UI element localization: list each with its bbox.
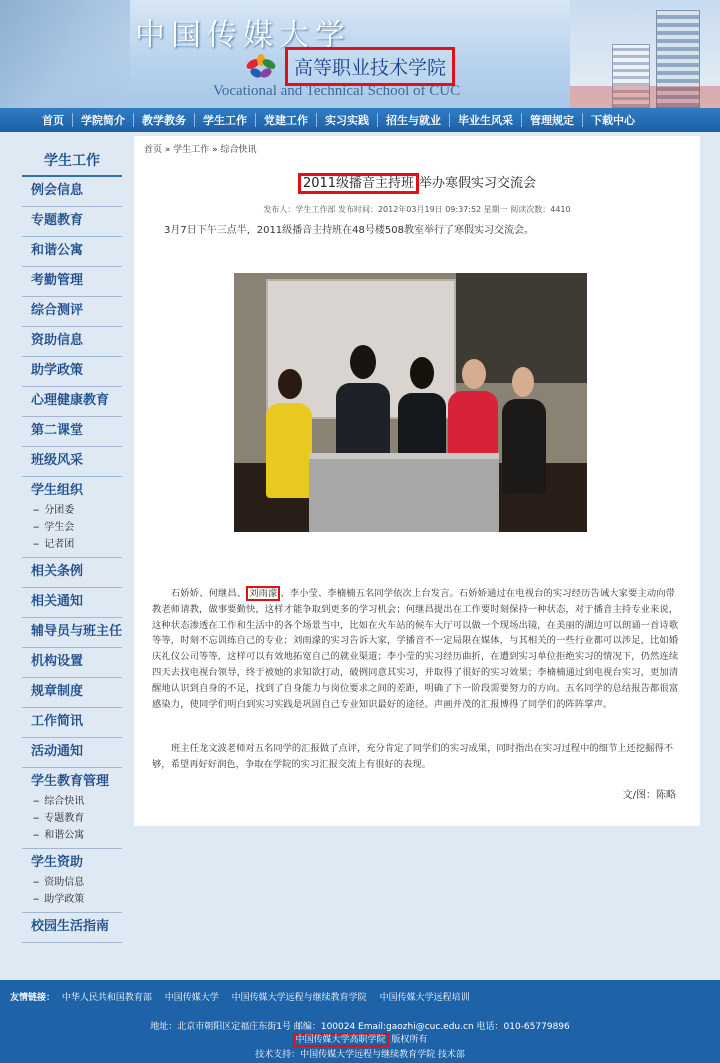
sidebar-item-second-classroom[interactable]: 第二课堂	[22, 417, 122, 447]
photo-person	[502, 399, 546, 494]
article-signoff: 文/图：陈略	[622, 790, 676, 801]
sidebar-item-regulations[interactable]: 相关条例	[22, 558, 122, 588]
sidebar-subitem[interactable]	[31, 891, 122, 908]
sidebar-subitem[interactable]	[31, 793, 122, 810]
sidebar-item-evaluation[interactable]: 综合测评	[22, 297, 122, 327]
sidebar-item-topic-education[interactable]: 专题教育	[22, 207, 122, 237]
sidebar-item-dormitory[interactable]: 和谐公寓	[22, 237, 122, 267]
sidebar-group-management	[22, 768, 122, 849]
nav-teaching[interactable]: 教学教务	[142, 114, 186, 127]
university-logo-text[interactable]: 中国传媒大学	[135, 18, 351, 53]
nav-admission[interactable]: 招生与就业	[386, 114, 441, 127]
sidebar-subitem[interactable]	[31, 519, 122, 536]
sidebar-item-class-style[interactable]: 班级风采	[22, 447, 122, 477]
sidebar-item-briefs[interactable]: 工作简讯	[22, 708, 122, 738]
article-title	[134, 172, 700, 191]
photo-lectern	[309, 453, 499, 532]
copyright-owner: 中国传媒大学高职学院	[293, 1033, 389, 1047]
sidebar-group-organizations	[22, 477, 122, 558]
dash: --	[33, 830, 39, 841]
article-meta: 发布人：学生工作部 发布时间：2012年03月19日 09:37:52 星期一 阅读次数：4410	[263, 205, 571, 214]
dash: --	[33, 522, 39, 533]
dash: --	[33, 505, 39, 516]
photo-person-head	[410, 357, 434, 389]
dash: --	[33, 877, 39, 888]
dash: --	[33, 539, 39, 550]
friend-links	[10, 990, 480, 1003]
college-name: 高等职业技术学院	[285, 47, 455, 86]
sidebar-item-attendance[interactable]: 考勤管理	[22, 267, 122, 297]
college-english-name: Vocational and Technical School of CUC	[213, 83, 461, 99]
sidebar-item-notices[interactable]: 相关通知	[22, 588, 122, 618]
sidebar-item-rules[interactable]: 规章制度	[22, 678, 122, 708]
site-header	[0, 0, 720, 108]
sidebar-item-aid-policy[interactable]: 助学政策	[22, 357, 122, 387]
nav-alumni[interactable]: 毕业生风采	[458, 114, 513, 127]
sidebar-item-aid-info[interactable]: 资助信息	[22, 327, 122, 357]
subitem-label: 综合快讯	[44, 796, 85, 807]
sidebar-group-title[interactable]: 学生教育管理	[31, 774, 110, 789]
photo-person-head	[278, 369, 302, 399]
sidebar-subitem[interactable]	[31, 827, 122, 844]
footer-address: 地址：北京市朝阳区定福庄东街1号 邮编：100024 Email:gaozhi@cuc.edu.cn 电话：010-65779896	[150, 1022, 570, 1032]
sidebar-item-meetings[interactable]: 例会信息	[22, 177, 122, 207]
header-decoration	[0, 0, 130, 108]
college-emblem-icon	[244, 54, 278, 80]
friend-link[interactable]: 中国传媒大学远程与继续教育学院	[231, 993, 367, 1003]
nav-about[interactable]: 学院简介	[81, 114, 125, 127]
nav-regulations[interactable]: 管理规定	[530, 114, 574, 127]
subitem-label: 分团委	[44, 505, 75, 516]
photo-person-head	[350, 345, 376, 379]
subitem-label: 助学政策	[44, 894, 85, 905]
sidebar-subitem[interactable]	[31, 810, 122, 827]
building-roof	[570, 86, 720, 108]
sidebar-subitem[interactable]	[31, 536, 122, 553]
photo-person-head	[512, 367, 534, 397]
sidebar-item-campus-guide[interactable]: 校园生活指南	[22, 913, 122, 943]
sidebar-item-organization[interactable]: 机构设置	[22, 648, 122, 678]
campus-building-image	[570, 0, 720, 108]
article-photo	[234, 273, 587, 532]
sidebar-item-mental-health[interactable]: 心理健康教育	[22, 387, 122, 417]
subitem-label: 学生会	[44, 522, 75, 533]
photo-person-head	[462, 359, 486, 389]
article-title-rest: 举办寒假实习交流会	[419, 176, 537, 191]
breadcrumb[interactable]: 首页 » 学生工作 » 综合快讯	[144, 145, 257, 155]
friend-link[interactable]: 中华人民共和国教育部	[61, 993, 152, 1003]
article-title-highlight: 2011级播音主持班	[298, 173, 419, 194]
subitem-label: 和谐公寓	[44, 830, 85, 841]
site-footer	[0, 980, 720, 1063]
article-paragraph	[152, 586, 682, 712]
highlighted-name: 刘雨濛	[246, 586, 280, 601]
dash: --	[33, 894, 39, 905]
article-paragraph: 3月7日下午三点半，2011级播音主持班在48号楼508教室举行了寒假实习交流会。	[164, 225, 534, 236]
sidebar-title: 学生工作	[22, 145, 122, 177]
friend-links-label: 友情链接：	[10, 993, 56, 1003]
sidebar	[22, 145, 122, 943]
footer-copyright	[0, 1032, 720, 1045]
sidebar-group-title[interactable]: 学生组织	[31, 483, 84, 498]
sidebar-subitem[interactable]	[31, 874, 122, 891]
sidebar-group-title[interactable]: 学生资助	[31, 855, 84, 870]
sidebar-subitem[interactable]	[31, 502, 122, 519]
copyright-text: 版权所有	[388, 1035, 428, 1045]
nav-downloads[interactable]: 下载中心	[591, 114, 635, 127]
nav-practice[interactable]: 实习实践	[325, 114, 369, 127]
text: 、李小莹、李楠楠五名同学依次上台发言。石娇娇通过在电视台的实习经历告诫大家要主动向带教老师请教，做事要勤快，这样才能争取到更多的学习机会；何继昌提出在工作要时刻保持一种状态，对于播音主持专业来说，这种状态渗透在工作和生活中的各个场景当中，比如在火车站的候车大厅可以做一个现场出镜，在美丽的湖边可以朗诵一首诗歌等等，时刻不忘训练自己的专业；刘雨濛的实习告诉大家，学播音不一定局限在媒体，与其相关的一些行业都可以涉足，比如婚庆礼仪公司等等，这样可以有效地拓宽自己的就业渠道；李小莹的实习经历曲折，在遭到实习单位拒绝实习的情况下，仍然连续四天去找电视台领导，终于被她的求知欲打动，破例同意其实习，并取得了很好的实习效果；李楠楠通过到电视台实习，更加清醒地认识到自身的不足，找到了自身能力与岗位要求之间的差距，明确了下一阶段需要努力的方向。五名同学的总结报告都很富感染力，使同学们明白到实习实践是巩固自己专业知识最好的途径。声画并茂的汇报博得了同学们的阵阵掌声。	[152, 588, 679, 710]
nav-party-building[interactable]: 党建工作	[264, 114, 308, 127]
text: 石娇娇、何继昌、	[171, 588, 247, 599]
main-nav	[0, 108, 720, 132]
subitem-label: 专题教育	[44, 813, 85, 824]
article-panel	[134, 136, 700, 826]
dash: --	[33, 796, 39, 807]
article-paragraph: 班主任龙文波老师对五名同学的汇报做了点评，充分肯定了同学们的实习成果，同时指出在实习过程中的细节上还挖掘得不够，希望再好好润色，争取在学院的实习汇报交流上有很好的表现。	[152, 743, 674, 770]
dash: --	[33, 813, 39, 824]
photo-person	[266, 403, 312, 498]
friend-link[interactable]: 中国传媒大学远程培训	[379, 993, 470, 1003]
sidebar-group-aid	[22, 849, 122, 913]
sidebar-item-activity-notices[interactable]: 活动通知	[22, 738, 122, 768]
subitem-label: 资助信息	[44, 877, 85, 888]
footer-tech-support: 技术支持：中国传媒大学远程与继续教育学院 技术部	[255, 1050, 465, 1060]
friend-link[interactable]: 中国传媒大学	[164, 993, 219, 1003]
sidebar-item-counselors[interactable]: 辅导员与班主任	[22, 618, 122, 648]
subitem-label: 记者团	[44, 539, 75, 550]
nav-student-work[interactable]: 学生工作	[203, 114, 247, 127]
nav-home[interactable]: 首页	[42, 114, 64, 127]
